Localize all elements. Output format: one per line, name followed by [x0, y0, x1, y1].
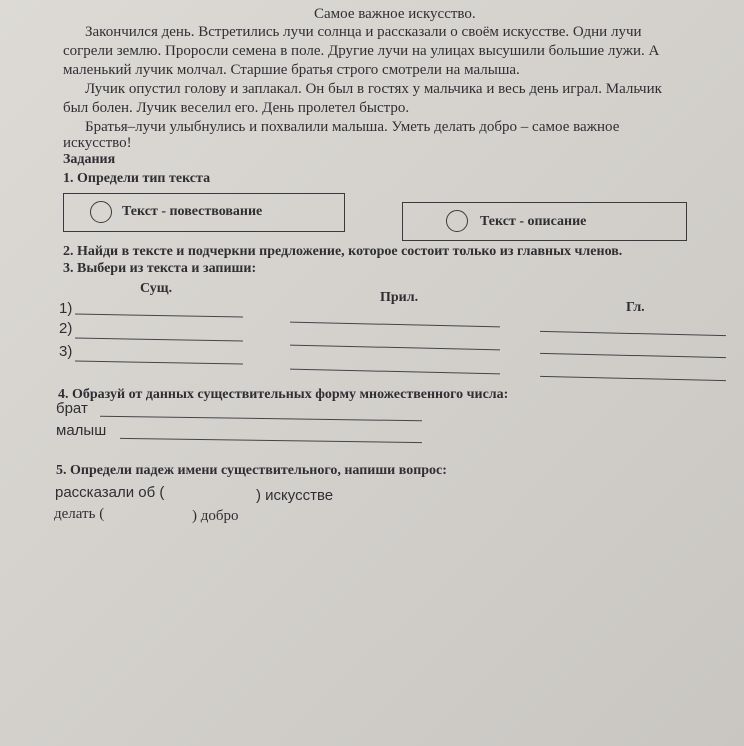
- story-line: согрели землю. Проросли семена в поле. Другие лучи на улицах высушили большие лужи. А: [63, 43, 660, 59]
- case-line1-start: рассказали об (: [55, 484, 165, 501]
- task3-label: 3. Выбери из текста и запиши:: [63, 261, 257, 276]
- column-header-noun: Сущ.: [140, 281, 173, 296]
- answer-line[interactable]: [290, 345, 500, 351]
- row-number: 3): [59, 343, 73, 360]
- answer-line[interactable]: [75, 314, 243, 318]
- task2-label: 2. Найди в тексте и подчеркни предложение, которое состоит только из главных членов.: [63, 244, 623, 259]
- story-line: Закончился день. Встретились лучи солнца и рассказали о своём искусстве. Одни лучи: [85, 24, 642, 40]
- row-number: 2): [59, 320, 73, 337]
- story-line: был болен. Лучик веселил его. День пролетел быстро.: [63, 100, 410, 116]
- answer-line[interactable]: [75, 361, 243, 365]
- word-brat: брат: [56, 400, 88, 417]
- task4-label: 4. Образуй от данных существительных форму множественного числа:: [58, 387, 509, 402]
- case-line2-end: ) добро: [192, 508, 239, 524]
- tasks-heading: Задания: [63, 152, 116, 167]
- answer-line[interactable]: [290, 369, 500, 375]
- answer-line[interactable]: [120, 438, 422, 443]
- radio-circle-icon[interactable]: [90, 201, 112, 223]
- answer-line[interactable]: [540, 331, 726, 336]
- option-description-label: Текст - описание: [480, 214, 587, 229]
- option-narrative-box[interactable]: [63, 193, 345, 232]
- story-line: маленький лучик молчал. Старшие братья строго смотрели на малыша.: [63, 62, 520, 78]
- case-line2-start: делать (: [54, 506, 105, 522]
- answer-line[interactable]: [540, 376, 726, 381]
- option-description-box[interactable]: [402, 202, 687, 241]
- answer-line[interactable]: [100, 416, 422, 421]
- answer-line[interactable]: [290, 322, 500, 328]
- word-malysh: малыш: [56, 422, 107, 439]
- page-title: Самое важное искусство.: [314, 6, 476, 22]
- column-header-adjective: Прил.: [380, 290, 419, 305]
- task5-label: 5. Определи падеж имени существительного, напиши вопрос:: [56, 463, 447, 478]
- task1-label: 1. Определи тип текста: [63, 171, 211, 186]
- row-number: 1): [59, 300, 73, 317]
- option-narrative-label: Текст - повествование: [122, 204, 263, 219]
- case-line1-end: ) искусстве: [256, 487, 334, 504]
- story-line: Братья–лучи улыбнулись и похвалили малыша. Уметь делать добро – самое важное: [85, 119, 620, 135]
- story-line: Лучик опустил голову и заплакал. Он был в гостях у мальчика и весь день играл. Мальчик: [85, 81, 662, 97]
- radio-circle-icon[interactable]: [446, 210, 468, 232]
- answer-line[interactable]: [540, 353, 726, 358]
- answer-line[interactable]: [75, 338, 243, 342]
- column-header-verb: Гл.: [626, 300, 645, 315]
- story-line: искусство!: [63, 135, 132, 151]
